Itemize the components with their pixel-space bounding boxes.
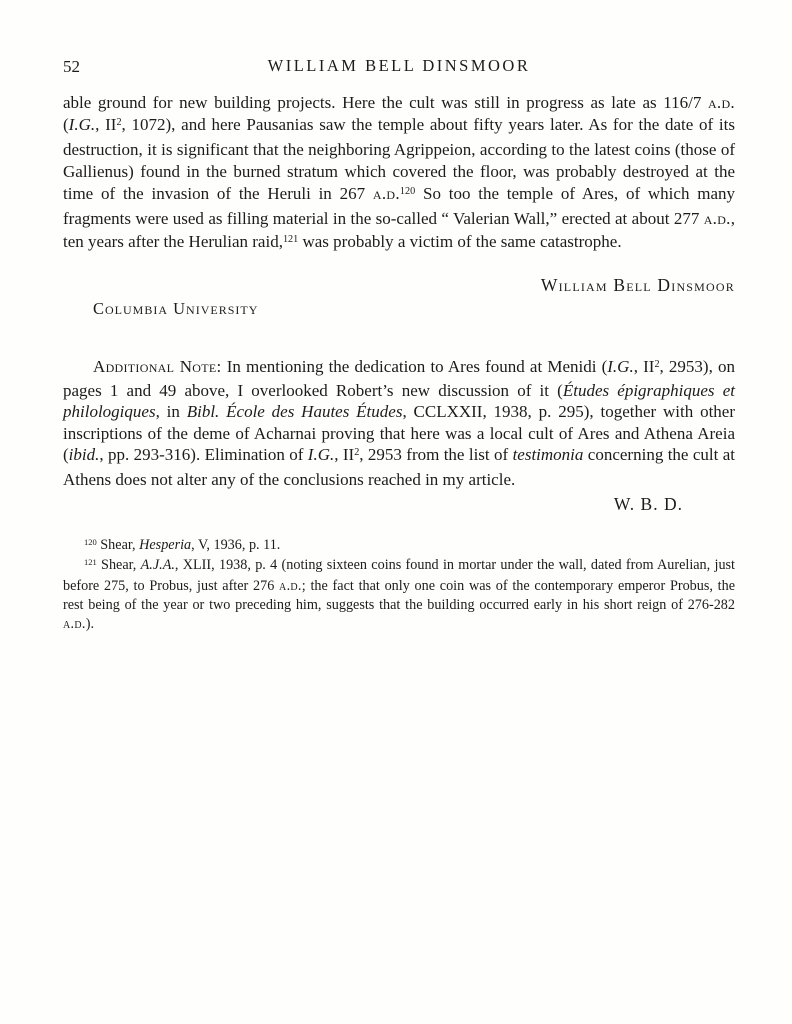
footnotes-section — [63, 536, 735, 634]
running-title: WILLIAM BELL DINSMOOR — [267, 56, 531, 75]
author-signature: William Bell Dinsmoor — [540, 274, 735, 295]
page-number: 52 — [63, 57, 80, 76]
footnote-120: $^{120}$ Shear, Hesperia, V, 1936, p. 11. — [84, 537, 281, 554]
body-paragraph: able ground for new building projects. Here the cult was still in progress as late as 116/7 a.d. (I.G., $II^2$, 1072), and here Pausanias saw the temple about fifty years later. As for the date of its destruction, it is significant that the neighboring Agrippeion, according to the latest coins (those of Gallienus) found in the burned stratum which covered the floor, was probably destroyed at the time of the invasion of the Heruli in 267 a.d.$^{120}$ So too the temple of Ares, of which many fragments were used as filling material in the so-called “ Valerian Wall,” erected at about 277 a.d., ten years after the Herulian raid,$^{121}$ was probably a victim of the same catastrophe. — [63, 93, 735, 251]
footnote-121: $^{121}$ Shear, A.J.A., XLII, 1938, p. 4 (noting sixteen coins found in mortar under the wall, dated from Aurelian, just before 275, to Probus, just after 276 a.d.; the fact that only one coin was of the contemporary emperor Probus, the rest being of the year or two preceding him, suggests that the building occurred early in his short reign of 276-282 a.d.). — [63, 557, 735, 633]
note-initials: W. B. D. — [613, 494, 683, 515]
additional-note-paragraph: Additional Note: In mentioning the dedication to Ares found at Menidi (I.G., $II^2$, 2953), on pages 1 and 49 above, I overlooked Robert’s new discussion of it (Études épigraphiques et philologiques, in Bibl. École des Hautes Études, CCLXXII, 1938, p. 295), together with other inscriptions of the deme of Acharnai proving that here was a local cult of Ares and Athena Areia (ibid., pp. 293-316). Elimination of I.G., $II^2$, 2953 from the list of testimonia concerning the cult at Athens does not alter any of the conclusions reached in my article. — [63, 356, 735, 489]
page-header — [63, 56, 735, 78]
author-affiliation: Columbia University — [93, 298, 259, 318]
